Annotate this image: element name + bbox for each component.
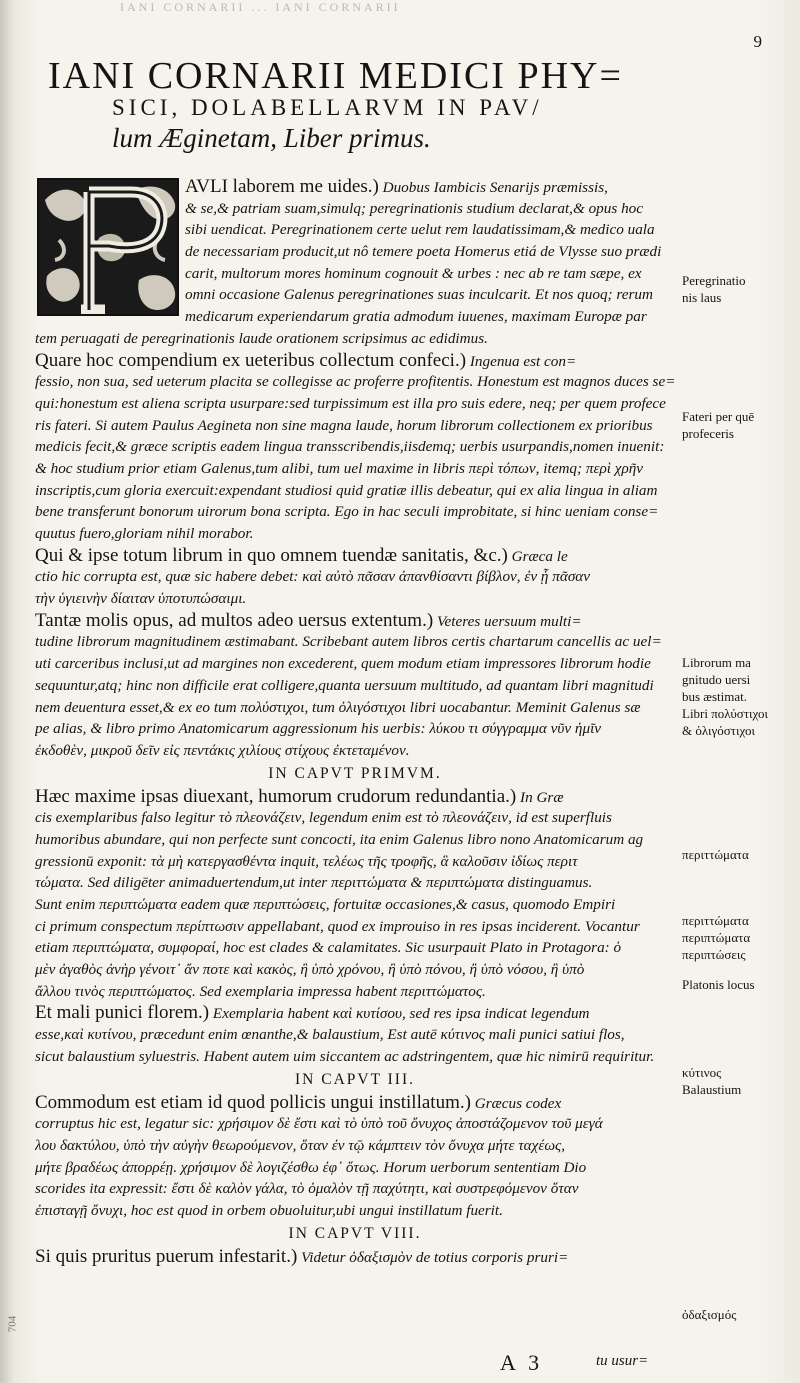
text-line: Sunt enim περιπτώματα eadem quæ περιπτώσεις, fortuitæ occasiones,& casus, quomodo Empiri (35, 896, 616, 913)
handwritten-number: 704 (6, 1315, 19, 1333)
chapter-heading: IN CAPVT III. (295, 1070, 415, 1088)
margin-note-line: περιττώματα (682, 913, 749, 928)
text-line: inscriptis,cum gloria exercuit:expendant studiosi quid gratiæ illis debeatur, qui ex alia lingua in aliam (35, 481, 658, 499)
text-line: ci primum conspectum περίπτωσιν appellabant, quod ex improuiso in res ipsas inciderent. Vocantur (35, 917, 640, 935)
text-line: omni occasione Galenus peregrinationes suas inculcarit. Et nos quoq; rerum (185, 286, 653, 304)
text-segment: Græcus codex (474, 1094, 562, 1112)
title-line-3: lum Æginetam, Liber primus. (112, 123, 431, 153)
title-line-2: SICI, DOLABELLARVM IN PAV/ (112, 95, 543, 120)
margin-note-line: gnitudo uersi (682, 672, 751, 687)
text-line: sequuntur,atq; hinc non difficile erat colligere,quanta uersuum multitudo, ad quantam libri magnitudi (35, 676, 654, 694)
text-line: ctio hic corrupta est, quæ sic habere debet: καὶ αὐτὸ πᾶσαν ἀπανθίσαντι βίβλον, ἐν ᾗ πᾶσαν (35, 568, 591, 586)
text-line: bene transferunt bonorum uirorum bona scripta. Ego in hac seculi improbitate, si hinc ueniam conse= (35, 503, 659, 521)
text-body (35, 176, 675, 1267)
text-line (35, 1092, 675, 1114)
text-line: humoribus abundare, qui non perfecte sunt concocti, ita enim Galenus libro nono Anatomicarum ag (35, 830, 644, 848)
margin-note-line: περιττώματα (682, 847, 749, 862)
text-line: tudine librorum magnitudinem æstimabant. Scribebant autem libros certis chartarum cancellis ac uel= (35, 633, 662, 651)
text-segment: Veteres uersuum multi= (436, 612, 582, 630)
margin-note-line: περιπτώματα (682, 930, 751, 945)
text-line: etiam περιπτώματα, συμφοραί, hoc est clades & calamitates. Sic usurpauit Plato in Protagora: ὁ (35, 939, 622, 957)
margin-note-greek-1 (682, 846, 798, 863)
margin-note-line: κύτινος (682, 1065, 722, 1080)
text-line: ris fateri. Si autem Paulus Aegineta non sine magna laude, horum librorum collectionem ex prioribus (35, 416, 653, 434)
text-line: & se,& patriam suam,simulq; peregrinationis studium declarat,& opus hoc (185, 199, 644, 217)
lemma: AVLI laborem me uides.) (185, 176, 379, 197)
margin-note-line: Librorum ma (682, 655, 751, 670)
chapter-heading: IN CAPVT VIII. (288, 1224, 422, 1242)
text-line: qui:honestum est aliena scripta usurpare:sed turpissimum est illa pro suis edere, neq; per quem profece (35, 394, 666, 412)
chapter-heading: IN CAPVT PRIMVM. (268, 764, 442, 782)
signature-mark: A 3 (500, 1350, 544, 1375)
text-segment: Ingenua est con= (469, 352, 577, 370)
text-line: esse,καὶ κυτίνου, præcedunt enim œnanthe,& balaustium, Est autē κύτινος mali punici satiui flos, (35, 1026, 625, 1044)
text-line (35, 176, 675, 198)
text-segment: Duobus Iambicis Senarijs præmissis, (382, 179, 608, 196)
margin-note-line: nis laus (682, 290, 722, 305)
text-line: pe alias, & libro primo Anatomicarum aggressionum his uerbis: λύκου τι σύγγραμμα νῦν ἡμῖν (35, 720, 602, 738)
margin-note-platonis (682, 976, 798, 993)
lemma: Hæc maxime ipsas diuexant, humorum crudorum redundantia.) (35, 785, 517, 807)
catchword: tu usur= (596, 1353, 649, 1369)
bleed-through-running-head: IANI CORNARII ... IANI CORNARII (120, 0, 401, 14)
margin-note-line: Peregrinatio (682, 273, 746, 288)
text-segment: In Græ (520, 788, 564, 806)
text-line: sibi uendicat. Peregrinationem certe uelut rem laudatissimam,& medico uala (185, 221, 655, 239)
text-line: & hoc studium prior etiam Galenus,tum alibi, tum uel maxime in libris περὶ τόπων, itemq; περὶ χρῆν (35, 459, 644, 477)
text-segment: Græca le (511, 547, 568, 565)
margin-note-line: Balaustium (682, 1082, 742, 1097)
title-line-1: IANI CORNARII MEDICI PHY= (48, 55, 623, 97)
text-line: tem peruagati de peregrinationis laude orationem scripsimus ac edidimus. (35, 329, 488, 347)
text-line: nem deuentura esset,& ex eo tum πολύστιχοι, tum ὀλιγόστιχοι libri uocabantur. Meminit Galenus sæ (35, 698, 641, 716)
margin-note-librorum (682, 654, 798, 739)
margin-note-line: Platonis locus (682, 977, 755, 992)
text-line: ἄλλου τινὸς περιπτώματος. Sed exemplaria impressa habent περιττώματος. (35, 982, 486, 1000)
margin-note-line: περιπτώσεις (682, 947, 746, 962)
text-line: carit, multorum mores hominum cognouit & urbes : nec ab re tam sæpe, ex (185, 264, 642, 282)
margin-note-line: profeceris (682, 426, 734, 441)
lemma: Quare hoc compendium ex ueteribus collectum confeci.) (35, 349, 467, 371)
margin-note-line: & ὀλιγόστιχοι (682, 723, 755, 738)
folio-number: 9 (753, 32, 762, 51)
text-segment: Videtur ὀδαξισμὸν de totius corporis pruri= (301, 1248, 569, 1266)
text-line: quutus fuero,gloriam nihil morabor. (35, 525, 254, 542)
lemma: Tantæ molis opus, ad multos adeo uersus extentum.) (35, 609, 434, 631)
lemma: Si quis pruritus puerum infestarit.) (35, 1245, 298, 1267)
text-line: medicarum experiendarum gratia admodum iuuenes, maximam Europæ par (185, 308, 647, 326)
margin-note-peregrinatio (682, 272, 798, 306)
text-line: μὲν ἀγαθὸς ἀνὴρ γένοιτ᾽ ἄν ποτε καὶ κακὸς, ἢ ὑπὸ χρόνου, ἢ ὑπὸ πόνου, ἢ ὑπὸ νόσου, ἢ ὑπὸ (35, 961, 585, 979)
text-segment: Exemplaria habent καὶ κυτίσου, sed res ipsa indicat legendum (212, 1005, 590, 1023)
margin-note-odaxismos (682, 1306, 798, 1323)
lemma: Et mali punici florem.) (35, 1002, 210, 1024)
text-line: corruptus hic est, legatur sic: χρήσιμον δὲ ἔστι καὶ τὸ ὑπὸ τοῦ ὄνυχος ἀποστάζομενον τοῦ μεγά (35, 1115, 603, 1133)
margin-note-fateri (682, 408, 798, 442)
text-line (35, 1246, 675, 1268)
text-line: τώματα. Sed diligēter animaduertendum,ut inter περιττώματα & περιπτώματα distinguamus. (35, 874, 593, 892)
text-line: scorides ita expressit: ἔστι δὲ καλὸν γάλα, τὸ ὁμαλὸν τῇ παχύτητι, καὶ συστρεφόμενον ὅταν (35, 1180, 579, 1198)
text-line: gressionū exponit: τὰ μὴ κατεργασθέντα inquit, τελέως τῆς τροφῆς, ἃ καλοῦσιν ἰδίως περιτ (35, 852, 578, 870)
margin-note-greek-2 (682, 912, 798, 963)
lemma: Qui & ipse totum librum in quo omnem tuendæ sanitatis, &c.) (35, 544, 508, 566)
text-line (35, 1002, 675, 1024)
text-line: ἐκδοθὲν, μικροῦ δεῖν εἰς πεντάκις χιλίους στίχους ἐκτεταμένον. (35, 741, 410, 759)
text-line: uti carceribus inclusi,ut ad margines non excederent, quem modum etiam impressores librorum hodie (35, 655, 651, 673)
margin-note-line: ὀδαξισμός (682, 1307, 737, 1322)
text-line (35, 350, 675, 372)
margin-note-kytinos (682, 1064, 798, 1098)
text-line: τὴν ὑγιεινὴν δίαιταν ὑποτυπώσαιμι. (35, 590, 247, 608)
text-line: fessio, non sua, sed ueterum placita se collegisse ac proferre profitentis. Honestum est magnos duces se= (35, 373, 675, 391)
text-line: sicut balaustium syluestris. Habent autem uim siccantem ac adstringentem, quæ hic nimirū requiritur. (35, 1047, 655, 1065)
text-line: λου δακτύλου, ὑπὸ τὴν αὐγὴν θεωρούμενον, ὅταν ἐν τῷ κάμπτειν τὸν ὄνυχα μήτε ταχέως, (35, 1136, 566, 1154)
text-line (35, 610, 675, 632)
text-line (35, 545, 675, 567)
margin-note-line: Fateri per quē (682, 409, 755, 424)
text-line (35, 786, 675, 808)
margin-note-line: bus æstimat. (682, 689, 748, 704)
text-line: ἐπισταγῇ ὄνυχι, hoc est quod in orbem obuoluitur,ubi ungui instillatum fuerit. (35, 1201, 503, 1219)
margin-note-line: Libri πολύστιχοι (682, 706, 769, 721)
text-line: cis exemplaribus falso legitur τὸ πλεονάζειν, legendum enim est τὸ πλεονάζειν, id est superfluis (35, 809, 612, 827)
lemma: Commodum est etiam id quod pollicis ungui instillatum.) (35, 1091, 471, 1113)
text-line: μήτε βραδέως ἀπορρέῃ. χρήσιμον δὲ λογιζέσθω ἐφ᾽ ὅτως. Horum uerborum sententiam Dio (35, 1158, 587, 1176)
text-line: medicis fecit,& græce scriptis eadem lingua transscribendis,iisdemq; uerbis usurpandis,nomen inuenit: (35, 438, 665, 456)
text-line: de necessariam producit,ut nô temere poeta Homerus etiá de Vlysse suo prædi (185, 243, 662, 261)
